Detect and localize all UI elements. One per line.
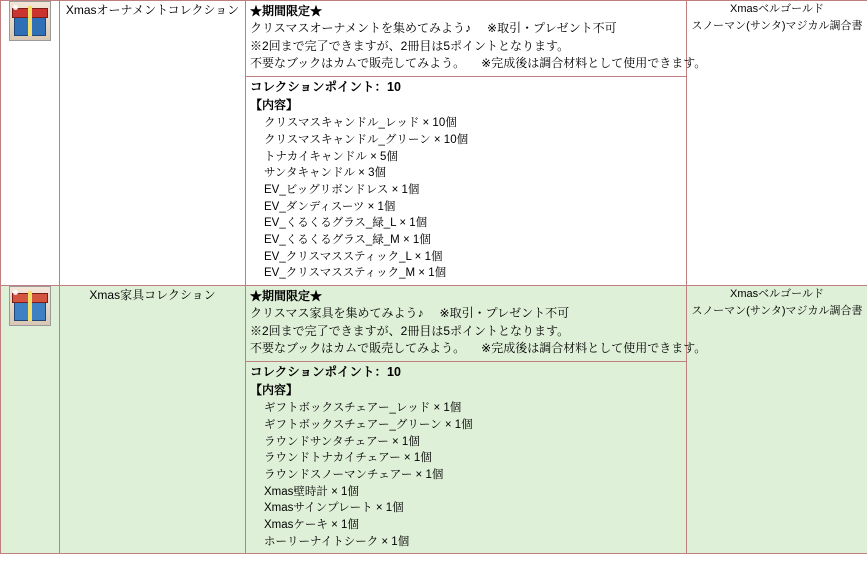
item-icon-cell	[1, 1, 60, 286]
collection-points: コレクションポイント：10	[250, 364, 401, 379]
contents-label: 【内容】	[250, 98, 299, 113]
description-line-3-main: 不要なブックはカムで販売してみよう。	[250, 56, 466, 71]
reward-line: Xmasベルゴールド	[730, 288, 824, 301]
collection-contents	[246, 77, 686, 286]
list-item: サンタキャンドル × 3個	[264, 167, 386, 180]
description-line-1-note: ※取引・プレゼント不可	[439, 306, 570, 321]
reward-line: スノーマン(サンタ)マジカル調合書	[691, 20, 863, 33]
xmas-ornament-box-icon	[9, 1, 51, 41]
contents-label: 【内容】	[250, 383, 299, 398]
limited-time-title: ★期間限定★	[250, 4, 323, 18]
xmas-furniture-box-icon	[9, 286, 51, 326]
description-line-3-note: ※完成後は調合材料として使用できます。	[481, 56, 707, 71]
collection-detail	[246, 286, 707, 554]
list-item: EV_クリスマススティック_L × 1個	[264, 250, 443, 263]
list-item: ラウンドスノーマンチェアー × 1個	[264, 469, 444, 482]
description-line-1-note: ※取引・プレゼント不可	[487, 21, 617, 36]
list-item: EV_ダンディスーツ × 1個	[264, 200, 396, 213]
collection-reward	[687, 286, 867, 554]
reward-line: スノーマン(サンタ)マジカル調合書	[691, 305, 863, 318]
collection-points: コレクションポイント：10	[250, 79, 401, 94]
description-line-1	[250, 20, 682, 37]
list-item: EV_クリスマススティック_M × 1個	[264, 267, 447, 280]
list-item: Xmasサインプレート × 1個	[264, 502, 404, 515]
list-item: ホーリーナイトシーク × 1個	[264, 535, 410, 548]
item-icon-cell	[1, 286, 60, 554]
description-line-2: ※2回まで完了できますが、2冊目は5ポイントとなります。	[250, 38, 570, 53]
collection-description	[246, 286, 707, 362]
description-line-3-note: ※完成後は調合材料として使用できます。	[481, 341, 707, 356]
list-item: ラウンドトナカイチェアー × 1個	[264, 452, 432, 465]
list-item: EV_ビッグリボンドレス × 1個	[264, 184, 420, 197]
reward-line: Xmasベルゴールド	[730, 3, 824, 15]
description-line-1	[250, 305, 682, 322]
list-item: クリスマスキャンドル_グリーン × 10個	[264, 134, 469, 147]
description-line-1-main: クリスマス家具を集めてみよう♪	[250, 306, 424, 321]
limited-time-title: ★期間限定★	[250, 289, 323, 304]
list-item: Xmas壁時計 × 1個	[264, 485, 359, 498]
list-item: ギフトボックスチェアー_グリーン × 1個	[264, 419, 473, 432]
description-line-3	[250, 340, 707, 357]
description-line-2: ※2回まで完了できますが、2冊目は5ポイントとなります。	[250, 323, 570, 338]
table-row	[1, 1, 867, 286]
collection-contents	[246, 362, 686, 554]
collection-description	[246, 1, 707, 77]
list-item: クリスマスキャンドル_レッド × 10個	[264, 117, 457, 130]
collection-reward	[687, 1, 867, 286]
list-item: EV_くるくるグラス_緑_M × 1個	[264, 234, 431, 247]
list-item: Xmasケーキ × 1個	[264, 519, 359, 532]
collection-name: Xmasオーナメントコレクション	[60, 1, 246, 286]
description-line-3-main: 不要なブックはカムで販売してみよう。	[250, 341, 466, 356]
list-item: ラウンドサンタチェアー × 1個	[264, 435, 420, 448]
description-line-1-main: クリスマスオーナメントを集めてみよう♪	[250, 21, 472, 36]
description-line-3	[250, 55, 707, 72]
collection-detail	[246, 1, 707, 286]
table-row	[1, 286, 867, 554]
list-item: トナカイキャンドル × 5個	[264, 150, 398, 163]
collection-name: Xmas家具コレクション	[60, 286, 246, 554]
list-item: ギフトボックスチェアー_レッド × 1個	[264, 402, 462, 415]
list-item: EV_くるくるグラス_緑_L × 1個	[264, 217, 428, 230]
